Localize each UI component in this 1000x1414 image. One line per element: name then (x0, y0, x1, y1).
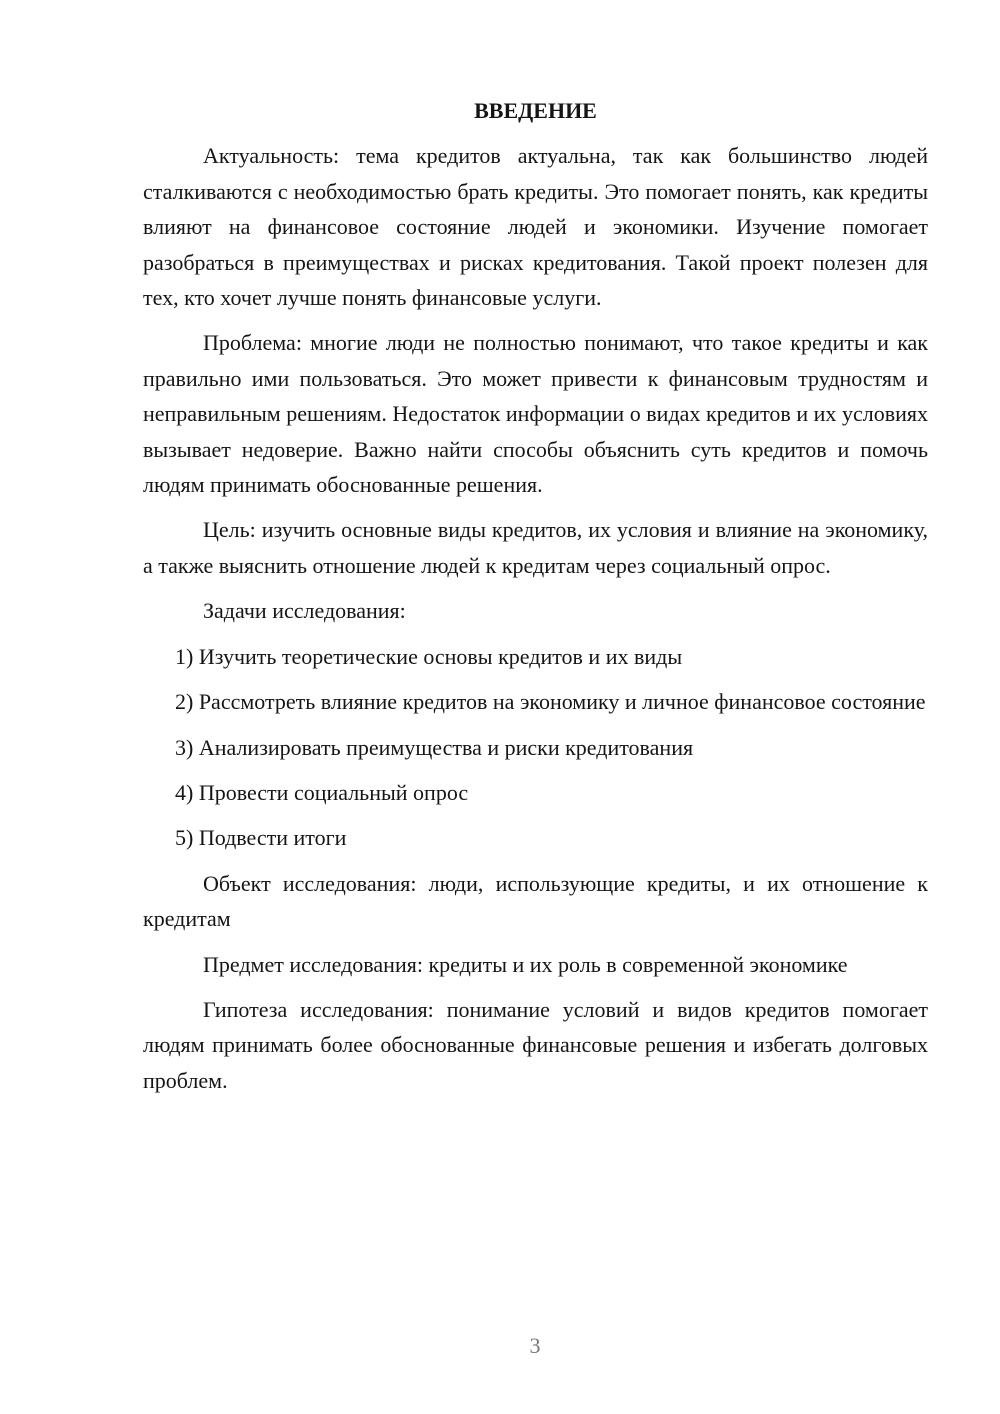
task-item-2: 2) Рассмотреть влияние кредитов на экономику и личное финансовое состояние (175, 689, 926, 715)
paragraph-subject: Предмет исследования: кредиты и их роль в современной экономике (203, 951, 848, 977)
task-item-1: 1) Изучить теоретические основы кредитов и их виды (175, 643, 683, 669)
paragraph-goal: Цель: изучить основные виды кредитов, их условия и влияние на экономику, а также выяснить отношение людей к кредитам через социальный опрос. (143, 517, 928, 578)
document-page (143, 93, 928, 1108)
task-item-3: 3) Анализировать преимущества и риски кредитования (175, 734, 694, 760)
page-title: ВВЕДЕНИЕ (474, 98, 597, 123)
task-item-4: 4) Провести социальный опрос (175, 779, 469, 805)
tasks-heading: Задачи исследования: (203, 598, 406, 624)
paragraph-hypothesis: Гипотеза исследования: понимание условий и видов кредитов помогает людям принимать более обоснованные финансовые решения и избегать долговых проблем. (143, 996, 928, 1093)
task-item-5: 5) Подвести итоги (175, 825, 347, 851)
paragraph-object: Объект исследования: люди, использующие кредиты, и их отношение к кредитам (143, 870, 928, 932)
paragraph-problem: Проблема: многие люди не полностью понимают, что такое кредиты и как правильно ими пользоваться. Это может привести к финансовым трудностям и неправильным решениям. Недостаток информации о видах кредитов и их условиях вызывает недоверие. Важно найти способы объяснить суть кредитов и помочь людям принимать обоснованные решения. (143, 330, 928, 498)
paragraph-relevance: Актуальность: тема кредитов актуальна, так как большинство людей сталкиваются с необходимостью брать кредиты. Это помогает понять, как кредиты влияют на финансовое состояние людей и экономики. Изучение помогает разобраться в преимуществах и рисках кредитования. Такой проект полезен для тех, кто хочет лучше понять финансовые услуги. (143, 143, 928, 311)
page-number: 3 (529, 1333, 541, 1358)
